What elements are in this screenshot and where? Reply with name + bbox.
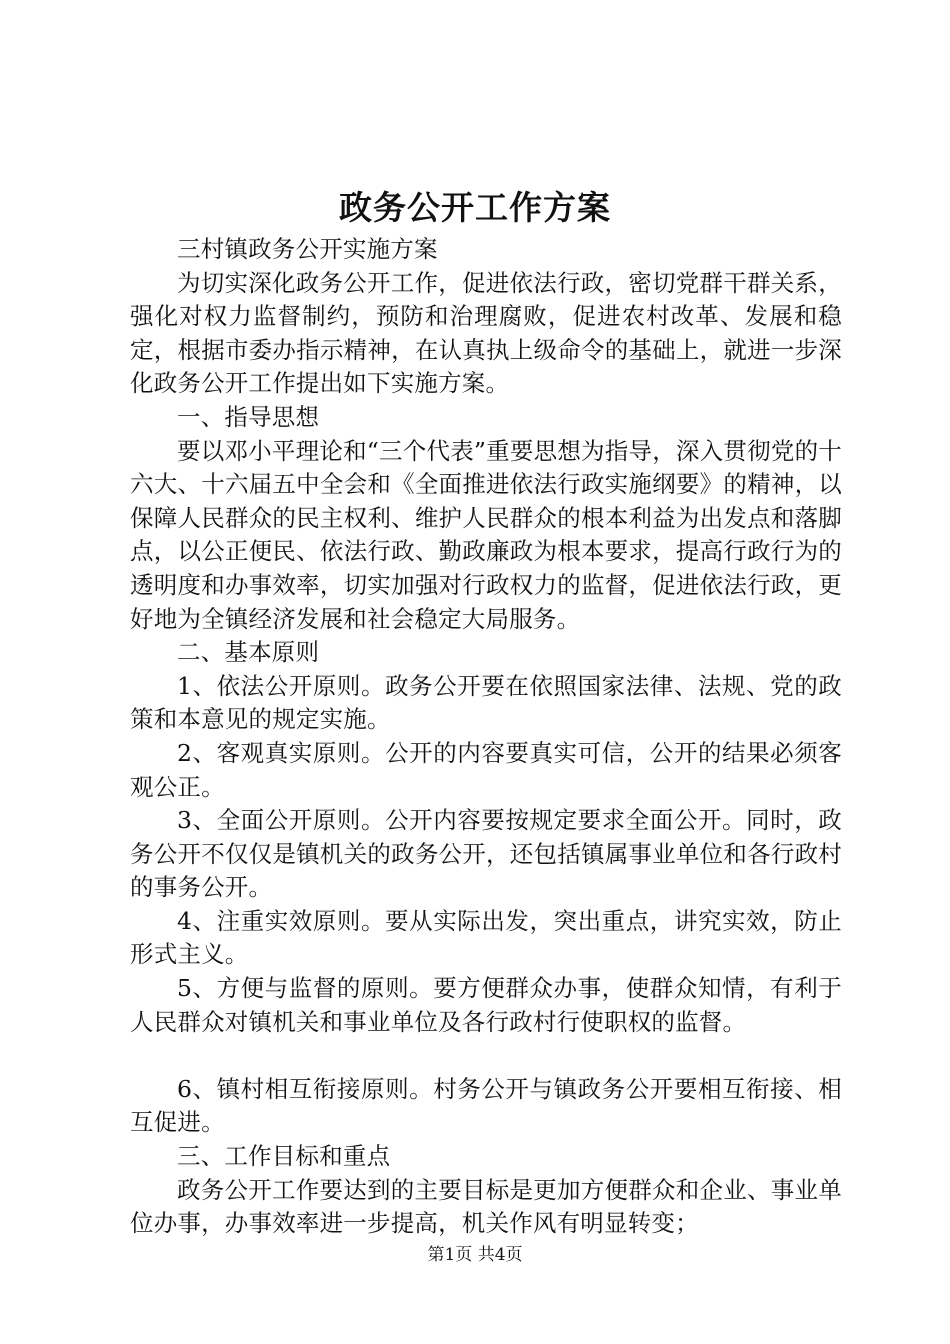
document-title: 政务公开工作方案 — [339, 188, 611, 227]
principle-4: 4、注重实效原则。要从实际出发，突出重点，讲究实效，防止形式主义。 — [130, 906, 842, 969]
heading-goals: 三、工作目标和重点 — [177, 1142, 391, 1171]
heading-guiding-ideology: 一、指导思想 — [177, 402, 320, 431]
page-footer: 第1页 共4页 — [427, 1245, 523, 1265]
heading-basic-principles: 二、基本原则 — [177, 638, 320, 667]
principle-3: 3、全面公开原则。公开内容要按规定要求全面公开。同时，政务公开不仅仅是镇机关的政务公开，还包括镇属事业单位和各行政村的事务公开。 — [130, 806, 842, 902]
principle-6: 6、镇村相互衔接原则。村务公开与镇政务公开要相互衔接、相互促进。 — [130, 1074, 842, 1137]
principle-1: 1、依法公开原则。政务公开要在依照国家法律、法规、党的政策和本意见的规定实施。 — [130, 671, 842, 734]
principle-2: 2、客观真实原则。公开的内容要真实可信，公开的结果必须客观公正。 — [130, 738, 842, 801]
blank-line — [130, 1039, 842, 1073]
paragraph-subtitle: 三村镇政务公开实施方案 — [177, 235, 438, 263]
paragraph-intro: 为切实深化政务公开工作，促进依法行政，密切党群干群关系，强化对权力监督制约，预防和治理腐败，促进农村改革、发展和稳定，根据市委办指示精神，在认真执上级命令的基础上，就进一步深化政务公开工作提出如下实施方案。 — [130, 268, 842, 398]
principle-5: 5、方便与监督的原则。要方便群众办事，使群众知情，有利于人民群众对镇机关和事业单位及各行政村行使职权的监督。 — [130, 974, 842, 1036]
paragraph-goals: 政务公开工作要达到的主要目标是更加方便群众和企业、事业单位办事，办事效率进一步提高，机关作风有明显转变； — [130, 1175, 842, 1238]
document-body — [130, 233, 842, 1241]
paragraph-guiding-ideology: 要以邓小平理论和“三个代表”重要思想为指导，深入贯彻党的十六大、十六届五中全会和《全面推进依法行政实施纲要》的精神，以保障人民群众的民主权利、维护人民群众的根本利益为出发点和落脚点，以公正便民、依法行政、勤政廉政为根本要求，提高行政行为的透明度和办事效率，切实加强对行政权力的监督，促进依法行政，更好地为全镇经济发展和社会稳定大局服务。 — [130, 436, 842, 633]
